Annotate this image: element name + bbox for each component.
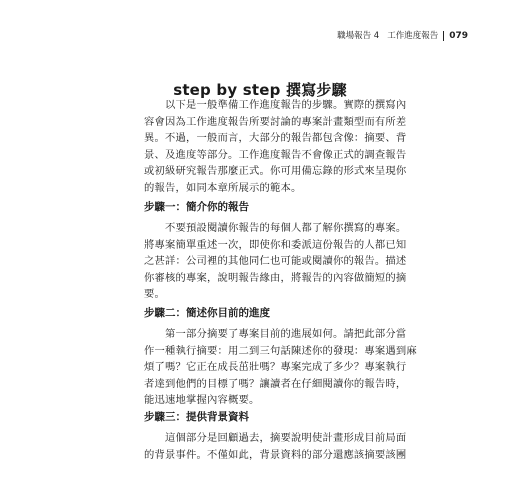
- text-line: 景、及進度等部分。工作進度報告不會像正式的調查報告: [144, 148, 407, 161]
- text-line: 你審核的專案，說明報告緣由，將報告的內容做簡短的摘: [144, 271, 407, 284]
- text-line: 這個部分是回顧過去，摘要說明使計畫形成目前局面: [144, 432, 407, 444]
- text-line: 作一種執行摘要：用二到三句話陳述你的發現：專案遇到麻: [144, 344, 417, 357]
- text-line: 異。不過，一般而言，大部分的報告都包含像：摘要、背: [144, 132, 407, 145]
- intro-paragraph: [144, 97, 407, 197]
- step-one-paragraph: [144, 220, 407, 303]
- text-line: 容會因為工作進度報告所要討論的專案計畫類型而有所差: [144, 115, 407, 128]
- text-line: 將專案簡單重述一次，即使你和委派這份報告的人都已知: [144, 238, 407, 251]
- text-line: 要。: [144, 288, 165, 301]
- text-line: 能迅速地掌握內容概要。: [144, 394, 260, 407]
- text-line: 的背景事件。不僅如此，背景資料的部分還應該摘要該團: [144, 448, 407, 461]
- text-line: 之甚詳：公司裡的其他同仁也可能或閱讀你的報告。描述: [144, 255, 407, 268]
- step-three-heading: 步驟三：提供背景資料: [144, 411, 249, 423]
- page-title: step by step 撰寫步驟: [173, 81, 347, 100]
- text-line: 以下是一般準備工作進度報告的步驟。實際的撰寫內: [144, 99, 407, 111]
- text-line: 或初級研究報告那麼正式。你可用備忘錄的形式來呈現你: [144, 165, 407, 178]
- header-separator: [443, 31, 444, 41]
- step-two-heading: 步驟二：簡述你目前的進度: [144, 307, 270, 319]
- running-header: [272, 30, 468, 42]
- chapter-label: 職場報告 4: [337, 31, 380, 41]
- step-one-heading: 步驟一：簡介你的報告: [144, 201, 249, 213]
- text-line: 煩了嗎？它正在成長茁壯嗎？專案完成了多少？專案執行: [144, 361, 407, 374]
- page-number: 079: [449, 31, 468, 41]
- text-line: 的報告，如同本章所展示的範本。: [144, 181, 302, 194]
- step-two-paragraph: [144, 326, 417, 409]
- text-line: 不要預設閱讀你報告的每個人都了解你撰寫的專案。: [144, 222, 407, 234]
- section-label: 工作進度報告: [387, 31, 439, 41]
- text-line: 第一部分摘要了專案目前的進展如何。請把此部分當: [144, 328, 407, 340]
- step-three-paragraph: [144, 430, 407, 463]
- text-line: 者達到他們的目標了嗎？讓讀者在仔細閱讀你的報告時，: [144, 377, 407, 390]
